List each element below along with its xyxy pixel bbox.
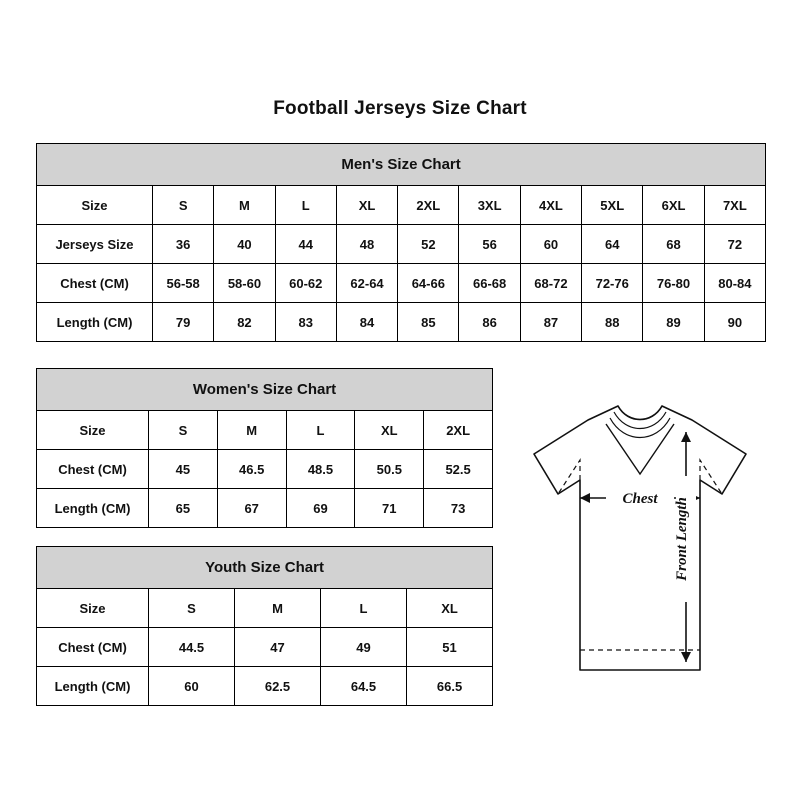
mens-row-label-0: Jerseys Size [37,225,153,264]
table-row [37,303,766,342]
table-cell: 64-66 [398,264,459,303]
mens-size-table [36,143,766,342]
table-cell: 64.5 [321,667,407,706]
table-cell: 73 [424,489,493,528]
youth-size-col-3: XL [407,589,493,628]
table-cell: 62-64 [336,264,397,303]
table-cell: 52.5 [424,450,493,489]
table-cell: 51 [407,628,493,667]
table-cell: 66.5 [407,667,493,706]
mens-row-label-1: Chest (CM) [37,264,153,303]
table-cell: 60 [520,225,581,264]
youth-size-chart-section [36,546,492,706]
page-title: Football Jerseys Size Chart [273,98,527,119]
womens-size-col-3: XL [355,411,424,450]
front-length-label: Front Length [674,497,690,581]
table-cell: 48.5 [286,450,355,489]
table-cell: 45 [149,450,218,489]
mens-row-label-2: Length (CM) [37,303,153,342]
youth-size-col-2: L [321,589,407,628]
table-row [37,264,766,303]
table-cell: 84 [336,303,397,342]
table-cell: 58-60 [214,264,275,303]
table-row [37,628,493,667]
table-cell: 90 [704,303,765,342]
table-cell: 44 [275,225,336,264]
womens-size-col-4: 2XL [424,411,493,450]
table-cell: 36 [153,225,214,264]
mens-size-col-7: 5XL [582,186,643,225]
table-cell: 89 [643,303,704,342]
table-cell: 68-72 [520,264,581,303]
mens-size-col-2: L [275,186,336,225]
table-row [37,225,766,264]
table-cell: 67 [217,489,286,528]
mens-size-col-5: 3XL [459,186,520,225]
mens-size-col-0: S [153,186,214,225]
shirt-outline [534,406,746,670]
table-cell: 69 [286,489,355,528]
table-cell: 85 [398,303,459,342]
table-cell: 56-58 [153,264,214,303]
youth-table-caption: Youth Size Chart [37,547,493,589]
table-cell: 83 [275,303,336,342]
table-caption-row [37,144,766,186]
table-cell: 71 [355,489,424,528]
table-cell: 88 [582,303,643,342]
womens-size-col-1: M [217,411,286,450]
table-cell: 79 [153,303,214,342]
table-cell: 65 [149,489,218,528]
mens-size-chart-section [36,143,764,342]
table-cell: 40 [214,225,275,264]
table-row [37,667,493,706]
table-cell: 66-68 [459,264,520,303]
womens-size-chart-section [36,368,492,528]
table-cell: 72 [704,225,765,264]
mens-size-col-3: XL [336,186,397,225]
table-cell: 82 [214,303,275,342]
table-row [37,489,493,528]
youth-size-table [36,546,493,706]
youth-size-col-1: M [235,589,321,628]
mens-size-col-4: 2XL [398,186,459,225]
mens-size-col-1: M [214,186,275,225]
youth-size-col-0: S [149,589,235,628]
table-cell: 62.5 [235,667,321,706]
womens-table-caption: Women's Size Chart [37,369,493,411]
table-cell: 46.5 [217,450,286,489]
womens-size-table [36,368,493,528]
womens-row-label-1: Length (CM) [37,489,149,528]
mens-table-caption: Men's Size Chart [37,144,766,186]
table-cell: 76-80 [643,264,704,303]
mens-size-col-6: 4XL [520,186,581,225]
chest-label: Chest [622,491,658,507]
table-cell: 72-76 [582,264,643,303]
womens-size-col-2: L [286,411,355,450]
table-cell: 50.5 [355,450,424,489]
table-caption-row [37,547,493,589]
womens-size-col-0: S [149,411,218,450]
table-header-row [37,589,493,628]
table-cell: 87 [520,303,581,342]
table-row [37,450,493,489]
womens-size-header: Size [37,411,149,450]
table-cell: 56 [459,225,520,264]
womens-row-label-0: Chest (CM) [37,450,149,489]
table-cell: 60 [149,667,235,706]
mens-size-header: Size [37,186,153,225]
table-header-row [37,411,493,450]
table-cell: 64 [582,225,643,264]
table-cell: 48 [336,225,397,264]
youth-size-header: Size [37,589,149,628]
mens-size-col-8: 6XL [643,186,704,225]
table-cell: 49 [321,628,407,667]
mens-size-col-9: 7XL [704,186,765,225]
table-cell: 86 [459,303,520,342]
youth-row-label-0: Chest (CM) [37,628,149,667]
table-cell: 60-62 [275,264,336,303]
table-cell: 44.5 [149,628,235,667]
table-caption-row [37,369,493,411]
table-header-row [37,186,766,225]
tshirt-measurement-diagram [500,398,780,698]
table-cell: 47 [235,628,321,667]
table-cell: 52 [398,225,459,264]
table-cell: 68 [643,225,704,264]
table-cell: 80-84 [704,264,765,303]
youth-row-label-1: Length (CM) [37,667,149,706]
